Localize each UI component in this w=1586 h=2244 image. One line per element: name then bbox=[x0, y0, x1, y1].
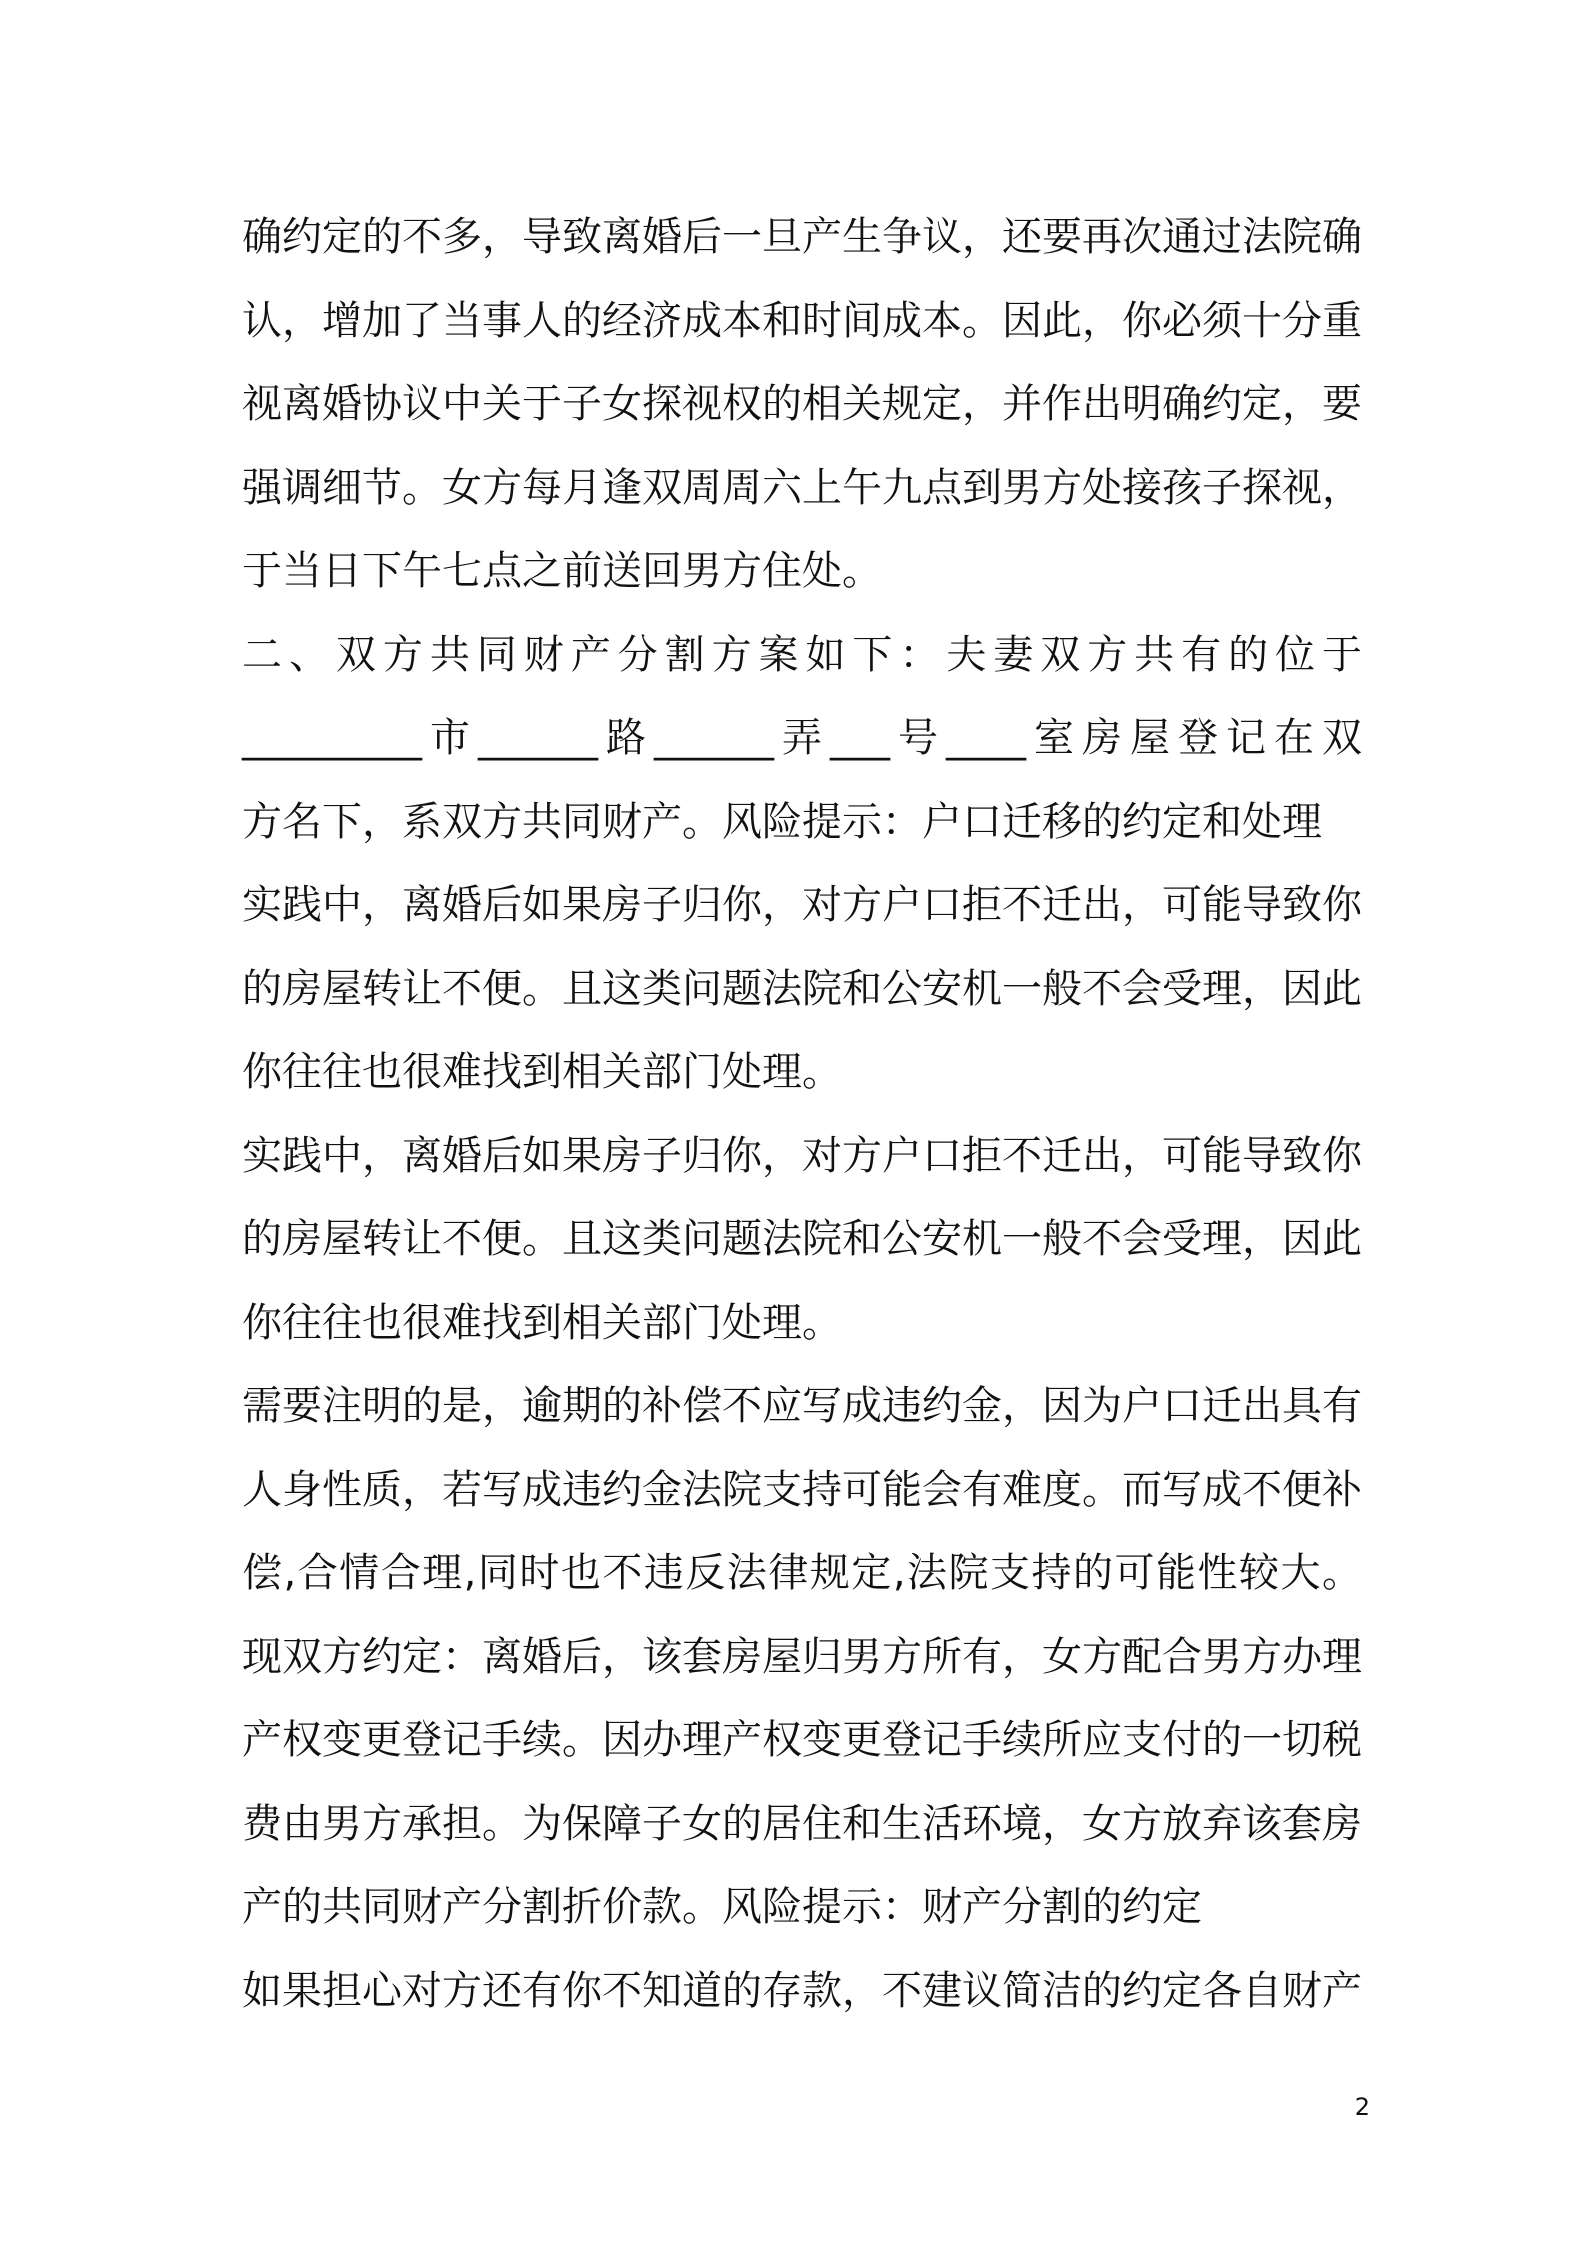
text-line: 强调细节。女方每月逢双周周六上午九点到男方处接孩子探视， bbox=[242, 464, 1362, 511]
text-line: 实践中，离婚后如果房子归你，对方户口拒不迁出，可能导致你 bbox=[242, 1132, 1362, 1179]
text-line: 产的共同财产分割折价款。风险提示：财产分割的约定 bbox=[242, 1884, 1202, 1930]
text-line: 产权变更登记手续。因办理产权变更登记手续所应支付的一切税 bbox=[242, 1717, 1362, 1763]
text-line: 确约定的不多，导致离婚后一旦产生争议，还要再次通过法院确 bbox=[242, 214, 1362, 260]
text-line: 现双方约定：离婚后，该套房屋归男方所有，女方配合男方办理 bbox=[242, 1633, 1362, 1680]
text-line: 人身性质，若写成违约金法院支持可能会有难度。而写成不便补 bbox=[242, 1466, 1362, 1513]
section-heading-line: 二、双方共同财产分割方案如下：夫妻双方共有的位于 bbox=[242, 631, 1362, 678]
text-line: 的房屋转让不便。且这类问题法院和公安机一般不会受理，因此 bbox=[242, 965, 1362, 1012]
text-line: 需要注明的是，逾期的补偿不应写成违约金，因为户口迁出具有 bbox=[242, 1383, 1362, 1429]
text-line: 视离婚协议中关于子女探视权的相关规定，并作出明确约定，要 bbox=[242, 381, 1362, 427]
text-line: 你往往也很难找到相关部门处理。 bbox=[242, 1049, 842, 1095]
text-line: 实践中，离婚后如果房子归你，对方户口拒不迁出，可能导致你 bbox=[242, 882, 1362, 928]
text-line: _________市______路______弄___号____室房屋登记在双 bbox=[242, 715, 1362, 761]
text-line: 如果担心对方还有你不知道的存款，不建议简洁的约定各自财产 bbox=[242, 1967, 1362, 2014]
text-line: 于当日下午七点之前送回男方住处。 bbox=[242, 548, 882, 594]
page-number: 2 bbox=[1354, 2093, 1370, 2121]
text-line: 费由男方承担。为保障子女的居住和生活环境，女方放弃该套房 bbox=[242, 1800, 1362, 1847]
text-line: 认，增加了当事人的经济成本和时间成本。因此，你必须十分重 bbox=[242, 297, 1362, 344]
text-line: 你往往也很难找到相关部门处理。 bbox=[242, 1299, 842, 1346]
text-line: 的房屋转让不便。且这类问题法院和公安机一般不会受理，因此 bbox=[242, 1216, 1362, 1262]
body-text bbox=[242, 196, 1362, 2033]
text-line: 方名下，系双方共同财产。风险提示：户口迁移的约定和处理 bbox=[242, 798, 1322, 845]
text-line: 偿,合情合理,同时也不违反法律规定,法院支持的可能性较大。 bbox=[242, 1550, 1362, 1596]
